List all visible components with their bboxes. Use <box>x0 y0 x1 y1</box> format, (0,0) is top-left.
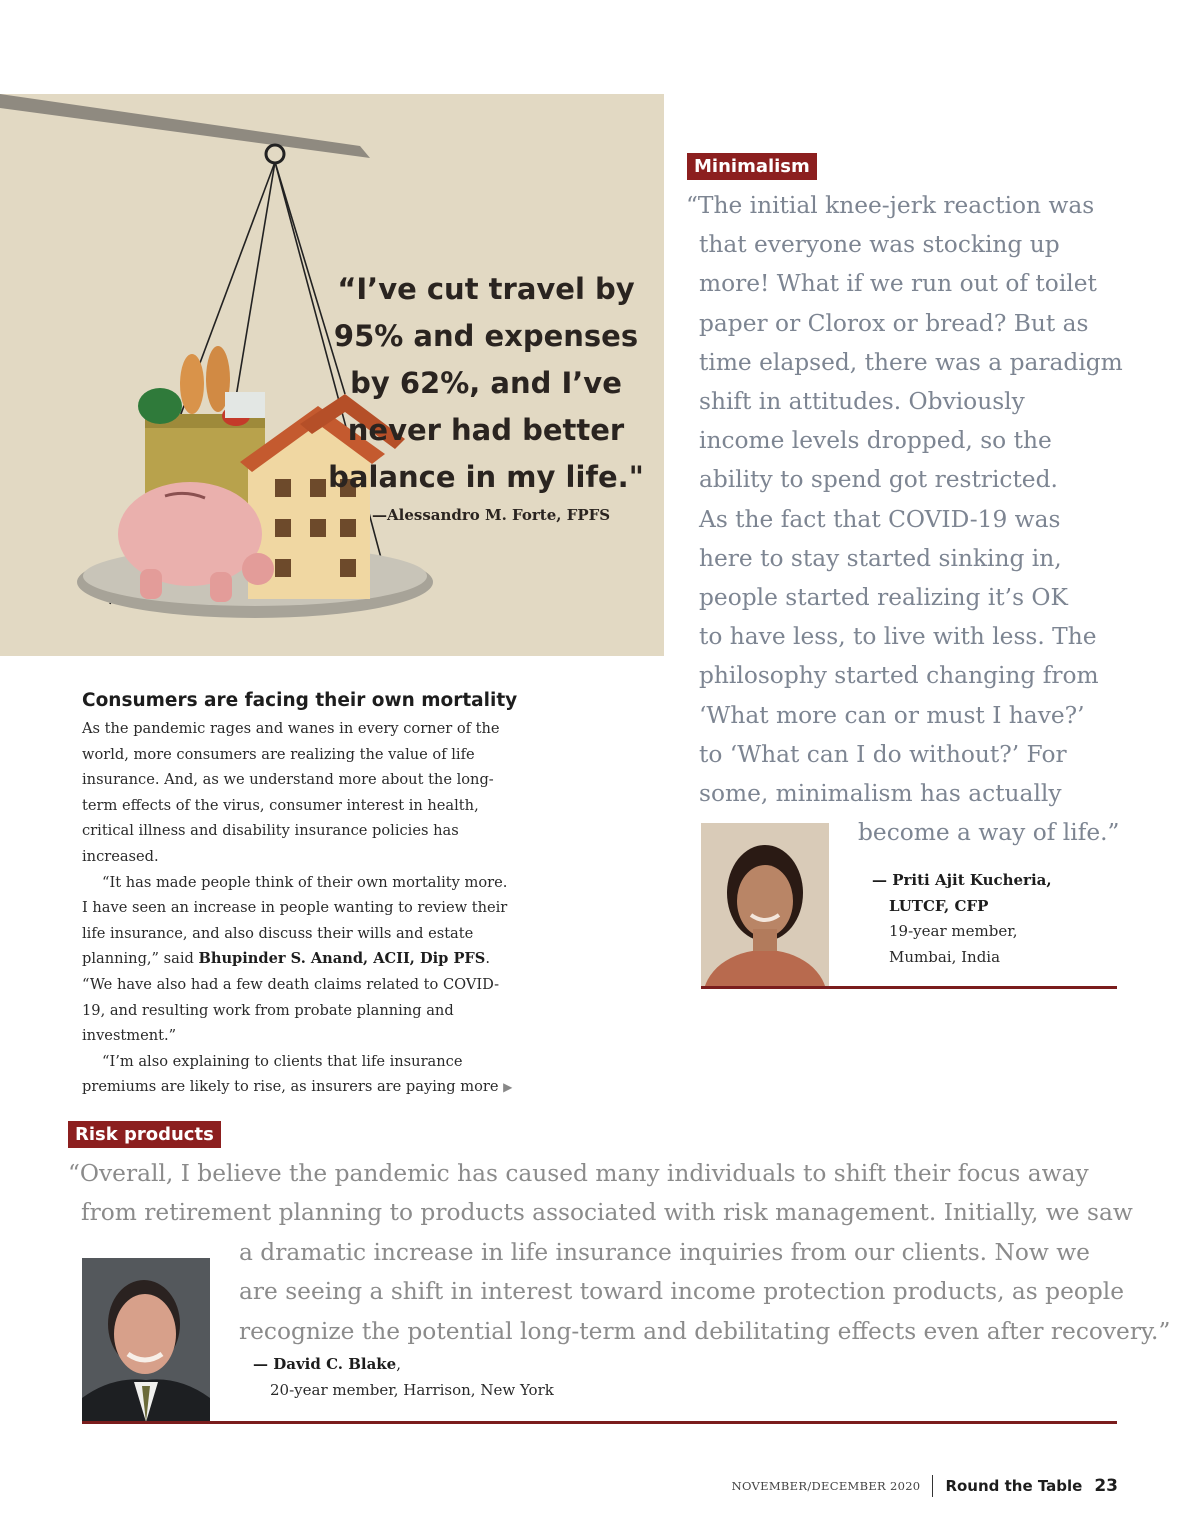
quote-line: time elapsed, there was a paradigm <box>699 348 1123 376</box>
minimalism-tag: Minimalism <box>687 153 817 180</box>
page-number: 23 <box>1094 1476 1118 1496</box>
pull-quote-line: by 62%, and I’ve <box>350 366 622 400</box>
david-blake-photo <box>82 1258 210 1422</box>
pull-quote-attribution: —Alessandro M. Forte, FPFS <box>372 506 611 524</box>
article-body <box>82 716 514 1101</box>
section-rule <box>701 986 1117 989</box>
quote-line: from retirement planning to products associated with risk management. Initially, we saw <box>81 1199 1133 1227</box>
quote-line: “Overall, I believe the pandemic has caused many individuals to shift their focus away <box>68 1160 1089 1187</box>
pull-quote-line: balance in my life." <box>328 460 644 494</box>
bhupinder-anand-name: Bhupinder S. Anand, ACII, Dip PFS <box>198 950 486 968</box>
quote-line: paper or Clorox or bread? But as <box>699 309 1089 337</box>
quote-line: to have less, to live with less. The <box>699 623 1097 651</box>
quote-line: philosophy started changing from <box>699 662 1099 690</box>
minimalism-quote <box>686 186 1123 852</box>
pull-quote-line: 95% and expenses <box>333 319 639 353</box>
article-paragraph: “I’m also explaining to clients that life insurance premiums are likely to rise, as insurers are paying more ▶ <box>82 1052 513 1096</box>
page-footer <box>732 1474 1118 1498</box>
quote-line: to ‘What can I do without?’ For <box>699 740 1067 768</box>
priti-kucheria-photo <box>701 823 829 987</box>
piggy-bank <box>118 482 262 586</box>
pull-quote-line: never had better <box>347 413 625 447</box>
quote-line: shift in attitudes. Obviously <box>699 388 1025 416</box>
risk-quote <box>68 1154 1170 1351</box>
magazine-title: Round the Table <box>945 1477 1083 1495</box>
quote-line: recognize the potential long-term and debilitating effects even after recovery.” <box>239 1317 1171 1345</box>
quote-line: people started realizing it’s OK <box>699 584 1068 612</box>
quote-line: income levels dropped, so the <box>699 427 1052 455</box>
article-heading: Consumers are facing their own mortality <box>82 690 518 711</box>
quote-line: that everyone was stocking up <box>699 231 1060 259</box>
article-paragraph: As the pandemic rages and wanes in every corner of the world, more consumers are realizing the value of life insurance. And, as we understand more about the long-term effects of the virus, consumer interest in health, critical illness and disability insurance policies has increased. <box>82 720 500 865</box>
scale-beam <box>0 94 370 158</box>
quote-line: more! What if we run out of toilet <box>699 270 1097 298</box>
attribution-name: — Priti Ajit Kucheria, <box>872 871 1052 889</box>
continue-arrow-icon: ▶ <box>503 1080 513 1095</box>
quote-line: a dramatic increase in life insurance inquiries from our clients. Now we <box>239 1238 1090 1266</box>
scale-ring <box>266 145 284 163</box>
footer-divider <box>932 1475 933 1497</box>
quote-line: As the fact that COVID-19 was <box>699 505 1061 533</box>
priti-attribution <box>872 868 1052 970</box>
risk-products-tag: Risk products <box>68 1121 221 1148</box>
pull-quote-line: “I’ve cut travel by <box>337 272 635 306</box>
pull-quote <box>326 266 646 501</box>
quote-line: some, minimalism has actually <box>699 780 1062 808</box>
quote-line: “The initial knee-jerk reaction was <box>686 192 1095 219</box>
quote-line: here to stay started sinking in, <box>699 544 1062 572</box>
section-rule <box>82 1421 1117 1424</box>
david-attribution: — David C. Blake, 20-year member, Harrison, New York <box>253 1352 554 1403</box>
attribution-detail: Mumbai, India <box>889 947 1001 966</box>
attribution-detail: 19-year member, <box>889 922 1018 941</box>
attribution-name: — David C. Blake <box>253 1355 397 1373</box>
quote-line: are seeing a shift in interest toward income protection products, as people <box>239 1278 1125 1306</box>
issue-date: NOVEMBER/DECEMBER 2020 <box>731 1479 921 1493</box>
illustration-panel <box>0 94 664 656</box>
attribution-detail: 20-year member, Harrison, New York <box>270 1380 554 1399</box>
quote-line: ability to spend got restricted. <box>699 466 1058 494</box>
quote-line: become a way of life.” <box>858 819 1120 847</box>
broccoli <box>138 388 182 424</box>
attribution-credentials: LUTCF, CFP <box>889 896 989 915</box>
article-paragraph: “It has made people think of their own mortality more. I have seen an increase in people wanting to review their life insurance, and also discuss their wills and estate planning,” said Bhupinder S. Anand, ACII, Dip PFS. “We have also had a few death claims related to COVID-19, and resulting work from probate planning and investment.” <box>82 873 508 1045</box>
quote-line: ‘What more can or must I have?’ <box>699 701 1085 729</box>
